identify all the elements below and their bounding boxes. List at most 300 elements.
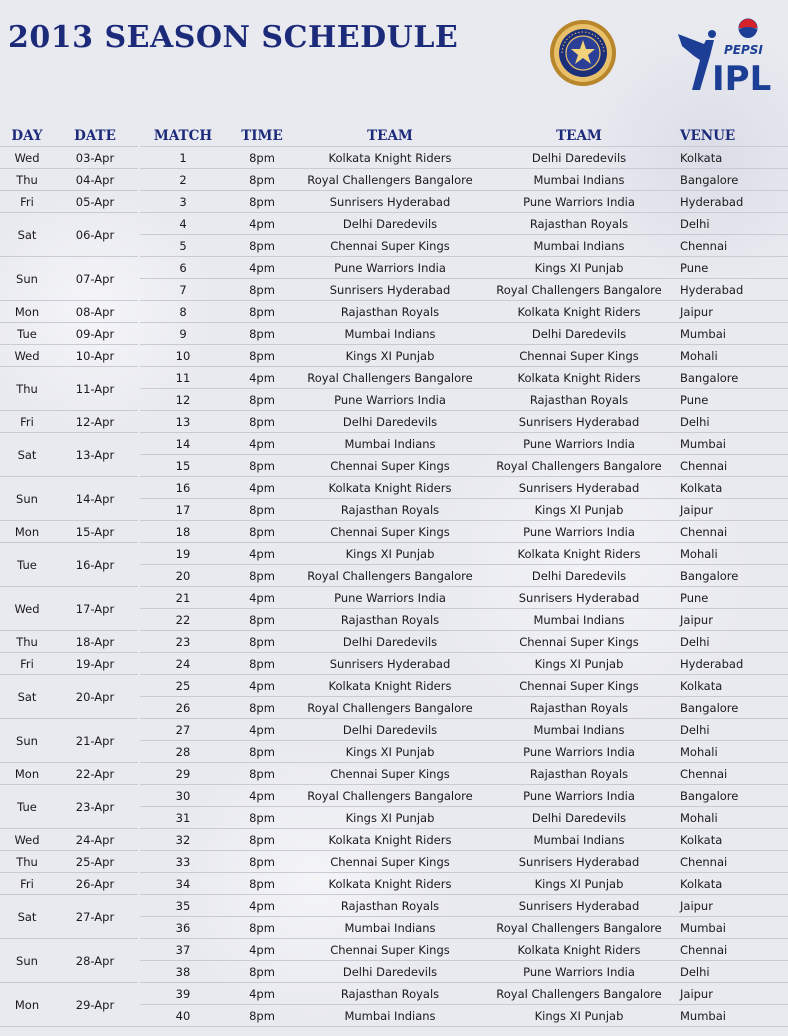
match-cell: 9 [179,327,187,341]
match-cell: 6 [179,261,187,275]
time-cell: 8pm [249,327,275,341]
day-group [0,872,138,895]
team1-cell: Chennai Super Kings [330,767,450,781]
table-row [140,410,788,433]
match-cell: 40 [175,1009,191,1023]
day-group [0,344,138,367]
team1-cell: Kolkata Knight Riders [328,481,452,495]
team2-cell: Pune Warriors India [523,437,635,451]
venue-cell: Hyderabad [680,657,744,671]
day-group [0,894,138,939]
table-row [140,256,788,279]
team2-cell: Delhi Daredevils [531,151,627,165]
time-cell: 8pm [249,811,275,825]
team1-cell: Rajasthan Royals [340,899,440,913]
team2-cell: Sunrisers Hyderabad [518,899,640,913]
header-team1: TEAM [367,128,413,144]
time-cell: 4pm [249,899,275,913]
table-row [140,718,788,741]
team2-cell: Pune Warriors India [523,525,635,539]
match-cell: 23 [175,635,191,649]
day-group [0,520,138,543]
team1-cell: Pune Warriors India [334,393,446,407]
match-cell: 34 [175,877,191,891]
day-group [0,850,138,873]
team2-cell: Royal Challengers Bangalore [496,283,662,297]
match-cell: 5 [179,239,187,253]
venue-cell: Kolkata [680,833,723,847]
match-cell: 12 [175,393,191,407]
time-cell: 8pm [249,283,275,297]
day-group [0,212,138,257]
match-cell: 18 [175,525,191,539]
day-cell: Mon [14,525,40,539]
date-cell: 28-Apr [75,954,115,968]
match-cell: 14 [175,437,191,451]
match-cell: 8 [179,305,187,319]
day-cell: Sun [16,734,38,748]
team1-cell: Chennai Super Kings [330,459,450,473]
venue-cell: Pune [680,591,709,605]
day-cell: Sat [17,228,37,242]
table-row [140,498,788,521]
team1-cell: Delhi Daredevils [342,723,438,737]
date-cell: 19-Apr [75,657,115,671]
time-cell: 4pm [249,591,275,605]
date-cell: 16-Apr [75,558,115,572]
team2-cell: Kolkata Knight Riders [517,547,641,561]
table-row [140,344,788,367]
match-cell: 30 [175,789,191,803]
match-cell: 35 [175,899,191,913]
venue-cell: Bangalore [680,569,739,583]
time-cell: 8pm [249,239,275,253]
day-cell: Fri [20,415,34,429]
header-match: MATCH [153,128,213,144]
day-cell: Sun [16,492,38,506]
time-cell: 8pm [249,767,275,781]
date-cell: 17-Apr [75,602,115,616]
venue-cell: Hyderabad [680,283,744,297]
header-date: DATE [74,128,116,144]
team1-cell: Delhi Daredevils [342,415,438,429]
header-venue: VENUE [680,128,736,144]
venue-cell: Bangalore [680,371,739,385]
venue-cell: Chennai [680,943,728,957]
team2-cell: Pune Warriors India [523,965,635,979]
team1-cell: Kings XI Punjab [345,745,435,759]
day-group [0,322,138,345]
date-cell: 12-Apr [75,415,115,429]
day-group [0,674,138,719]
pepsi-ipl-logo [670,16,780,96]
time-cell: 4pm [249,943,275,957]
day-group [0,542,138,587]
team1-cell: Kings XI Punjab [345,811,435,825]
venue-cell: Delhi [680,723,710,737]
day-group [0,762,138,785]
team2-cell: Kings XI Punjab [534,1009,624,1023]
venue-cell: Bangalore [680,789,739,803]
team1-cell: Mumbai Indians [344,437,436,451]
time-cell: 8pm [249,151,275,165]
table-row [140,696,788,719]
team2-cell: Rajasthan Royals [529,701,629,715]
date-cell: 23-Apr [75,800,115,814]
venue-cell: Kolkata [680,679,723,693]
match-cell: 29 [175,767,191,781]
day-group [0,190,138,213]
day-cell: Thu [16,382,38,396]
table-row [140,762,788,785]
schedule-table [0,126,788,1023]
date-cell: 26-Apr [75,877,115,891]
team2-cell: Mumbai Indians [533,833,625,847]
team1-cell: Mumbai Indians [344,327,436,341]
table-row [140,828,788,851]
match-cell: 1 [179,151,187,165]
day-group [0,630,138,653]
venue-cell: Jaipur [680,503,713,517]
match-cell: 2 [179,173,187,187]
team2-cell: Royal Challengers Bangalore [496,459,662,473]
team2-cell: Kings XI Punjab [534,877,624,891]
date-cell: 18-Apr [75,635,115,649]
table-row [140,916,788,939]
team1-cell: Pune Warriors India [334,261,446,275]
time-cell: 8pm [249,415,275,429]
day-group [0,300,138,323]
venue-cell: Chennai [680,525,728,539]
venue-cell: Jaipur [680,305,713,319]
match-cell: 33 [175,855,191,869]
day-cell: Fri [20,877,34,891]
date-cell: 29-Apr [75,998,115,1012]
time-cell: 4pm [249,547,275,561]
table-row [140,938,788,961]
team2-cell: Kings XI Punjab [534,261,624,275]
time-cell: 4pm [249,371,275,385]
day-cell: Tue [17,327,37,341]
date-cell: 20-Apr [75,690,115,704]
date-cell: 05-Apr [75,195,115,209]
team1-cell: Pune Warriors India [334,591,446,605]
team1-cell: Kolkata Knight Riders [328,833,452,847]
time-cell: 8pm [249,877,275,891]
date-cell: 14-Apr [75,492,115,506]
table-row [140,366,788,389]
table-row [140,740,788,763]
day-cell: Mon [14,305,40,319]
date-cell: 24-Apr [75,833,115,847]
day-group [0,718,138,763]
team2-cell: Rajasthan Royals [529,767,629,781]
match-cell: 38 [175,965,191,979]
table-row [140,322,788,345]
match-cell: 24 [175,657,191,671]
venue-cell: Chennai [680,767,728,781]
date-cell: 07-Apr [75,272,115,286]
table-row [140,872,788,895]
table-row [140,894,788,917]
match-cell: 17 [175,503,191,517]
day-cell: Thu [16,173,38,187]
day-group [0,982,138,1027]
match-cell: 25 [175,679,191,693]
venue-cell: Hyderabad [680,195,744,209]
day-group [0,366,138,411]
team1-cell: Sunrisers Hyderabad [329,195,451,209]
match-cell: 20 [175,569,191,583]
venue-cell: Chennai [680,855,728,869]
team2-cell: Chennai Super Kings [519,679,639,693]
table-row [140,1004,788,1027]
ipl-logo-mark [670,16,780,96]
time-cell: 8pm [249,921,275,935]
team2-cell: Kolkata Knight Riders [517,371,641,385]
time-cell: 8pm [249,965,275,979]
page-title: 2013 SEASON SCHEDULE [8,20,459,55]
venue-cell: Mumbai [680,327,726,341]
time-cell: 4pm [249,261,275,275]
team2-cell: Sunrisers Hyderabad [518,591,640,605]
venue-cell: Delhi [680,415,710,429]
table-row [140,190,788,213]
date-cell: 08-Apr [75,305,115,319]
day-group [0,432,138,477]
venue-cell: Chennai [680,239,728,253]
team1-cell: Royal Challengers Bangalore [307,371,473,385]
date-cell: 10-Apr [75,349,115,363]
venue-cell: Chennai [680,459,728,473]
team2-cell: Delhi Daredevils [531,327,627,341]
team1-cell: Kings XI Punjab [345,547,435,561]
day-group [0,476,138,521]
match-cell: 4 [179,217,187,231]
table-row [140,146,788,169]
match-cell: 22 [175,613,191,627]
team2-cell: Kings XI Punjab [534,503,624,517]
time-cell: 4pm [249,679,275,693]
day-cell: Mon [14,998,40,1012]
match-cell: 39 [175,987,191,1001]
team2-cell: Sunrisers Hyderabad [518,855,640,869]
match-cell: 3 [179,195,187,209]
day-cell: Tue [17,800,37,814]
match-cell: 13 [175,415,191,429]
date-cell: 21-Apr [75,734,115,748]
team1-cell: Rajasthan Royals [340,613,440,627]
venue-cell: Jaipur [680,899,713,913]
day-cell: Wed [14,833,40,847]
day-cell: Fri [20,657,34,671]
table-row [140,388,788,411]
venue-cell: Mohali [680,811,718,825]
table-row [140,608,788,631]
table-row [140,674,788,697]
team2-cell: Delhi Daredevils [531,811,627,825]
venue-cell: Pune [680,393,709,407]
time-cell: 8pm [249,701,275,715]
team2-cell: Delhi Daredevils [531,569,627,583]
match-cell: 36 [175,921,191,935]
match-cell: 11 [175,371,191,385]
time-cell: 8pm [249,833,275,847]
table-row [140,454,788,477]
match-cell: 7 [179,283,187,297]
sponsor-label: PEPSI [724,43,763,57]
date-cell: 25-Apr [75,855,115,869]
team1-cell: Delhi Daredevils [342,635,438,649]
day-group [0,938,138,983]
team2-cell: Rajasthan Royals [529,393,629,407]
team1-cell: Royal Challengers Bangalore [307,789,473,803]
team2-cell: Kolkata Knight Riders [517,943,641,957]
venue-cell: Kolkata [680,877,723,891]
date-cell: 09-Apr [75,327,115,341]
table-row [140,960,788,983]
team1-cell: Chennai Super Kings [330,525,450,539]
day-cell: Tue [17,558,37,572]
day-cell: Wed [14,349,40,363]
date-cell: 27-Apr [75,910,115,924]
day-group [0,256,138,301]
table-row [140,542,788,565]
time-cell: 8pm [249,173,275,187]
time-cell: 4pm [249,481,275,495]
team2-cell: Chennai Super Kings [519,635,639,649]
venue-cell: Kolkata [680,151,723,165]
time-cell: 8pm [249,657,275,671]
day-cell: Sat [17,448,37,462]
venue-cell: Bangalore [680,701,739,715]
day-group [0,652,138,675]
venue-cell: Jaipur [680,613,713,627]
team2-cell: Rajasthan Royals [529,217,629,231]
table-row [140,586,788,609]
table-header [0,126,788,146]
team1-cell: Delhi Daredevils [342,217,438,231]
table-row [140,784,788,807]
match-cell: 21 [175,591,191,605]
team2-cell: Royal Challengers Bangalore [496,921,662,935]
day-cell: Sun [16,272,38,286]
match-cell: 10 [175,349,191,363]
day-group [0,410,138,433]
venue-cell: Mumbai [680,921,726,935]
time-cell: 8pm [249,349,275,363]
match-cell: 31 [175,811,191,825]
team1-cell: Mumbai Indians [344,1009,436,1023]
team1-cell: Chennai Super Kings [330,943,450,957]
time-cell: 8pm [249,503,275,517]
team1-cell: Kings XI Punjab [345,349,435,363]
table-row [140,476,788,499]
match-cell: 28 [175,745,191,759]
venue-cell: Bangalore [680,173,739,187]
team1-cell: Sunrisers Hyderabad [329,283,451,297]
day-group [0,586,138,631]
team2-cell: Mumbai Indians [533,239,625,253]
time-cell: 4pm [249,437,275,451]
team1-cell: Kolkata Knight Riders [328,151,452,165]
league-label: IPL [712,59,772,96]
table-row [140,630,788,653]
venue-cell: Delhi [680,217,710,231]
table-row [140,806,788,829]
match-cell: 19 [175,547,191,561]
date-cell: 03-Apr [75,151,115,165]
team1-cell: Sunrisers Hyderabad [329,657,451,671]
date-cell: 06-Apr [75,228,115,242]
table-row [140,432,788,455]
team1-cell: Mumbai Indians [344,921,436,935]
match-cell: 16 [175,481,191,495]
venue-cell: Mumbai [680,437,726,451]
time-cell: 8pm [249,613,275,627]
table-row [140,520,788,543]
team1-cell: Chennai Super Kings [330,855,450,869]
header-time: TIME [241,128,283,144]
time-cell: 8pm [249,855,275,869]
time-cell: 8pm [249,635,275,649]
date-cell: 22-Apr [75,767,115,781]
venue-cell: Delhi [680,965,710,979]
day-group [0,146,138,169]
team2-cell: Mumbai Indians [533,173,625,187]
day-group [0,168,138,191]
venue-cell: Delhi [680,635,710,649]
table-row [140,850,788,873]
table-bottom-border [0,1026,788,1027]
day-cell: Mon [14,767,40,781]
venue-cell: Kolkata [680,481,723,495]
team1-cell: Delhi Daredevils [342,965,438,979]
team2-cell: Chennai Super Kings [519,349,639,363]
team1-cell: Royal Challengers Bangalore [307,701,473,715]
date-cell: 13-Apr [75,448,115,462]
match-cell: 32 [175,833,191,847]
time-cell: 8pm [249,525,275,539]
team2-cell: Kolkata Knight Riders [517,305,641,319]
venue-cell: Pune [680,261,709,275]
table-row [140,212,788,235]
team1-cell: Chennai Super Kings [330,239,450,253]
time-cell: 4pm [249,217,275,231]
day-cell: Thu [16,855,38,869]
table-row [140,278,788,301]
table-row [140,982,788,1005]
day-cell: Thu [16,635,38,649]
team2-cell: Pune Warriors India [523,789,635,803]
team1-cell: Kolkata Knight Riders [328,877,452,891]
day-cell: Sat [17,690,37,704]
team1-cell: Rajasthan Royals [340,987,440,1001]
time-cell: 8pm [249,745,275,759]
match-cell: 15 [175,459,191,473]
team1-cell: Royal Challengers Bangalore [307,569,473,583]
venue-cell: Mohali [680,745,718,759]
time-cell: 8pm [249,459,275,473]
team1-cell: Kolkata Knight Riders [328,679,452,693]
venue-cell: Mohali [680,547,718,561]
team1-cell: Rajasthan Royals [340,305,440,319]
team2-cell: Sunrisers Hyderabad [518,415,640,429]
team2-cell: Mumbai Indians [533,723,625,737]
team2-cell: Royal Challengers Bangalore [496,987,662,1001]
day-cell: Wed [14,602,40,616]
venue-cell: Mumbai [680,1009,726,1023]
